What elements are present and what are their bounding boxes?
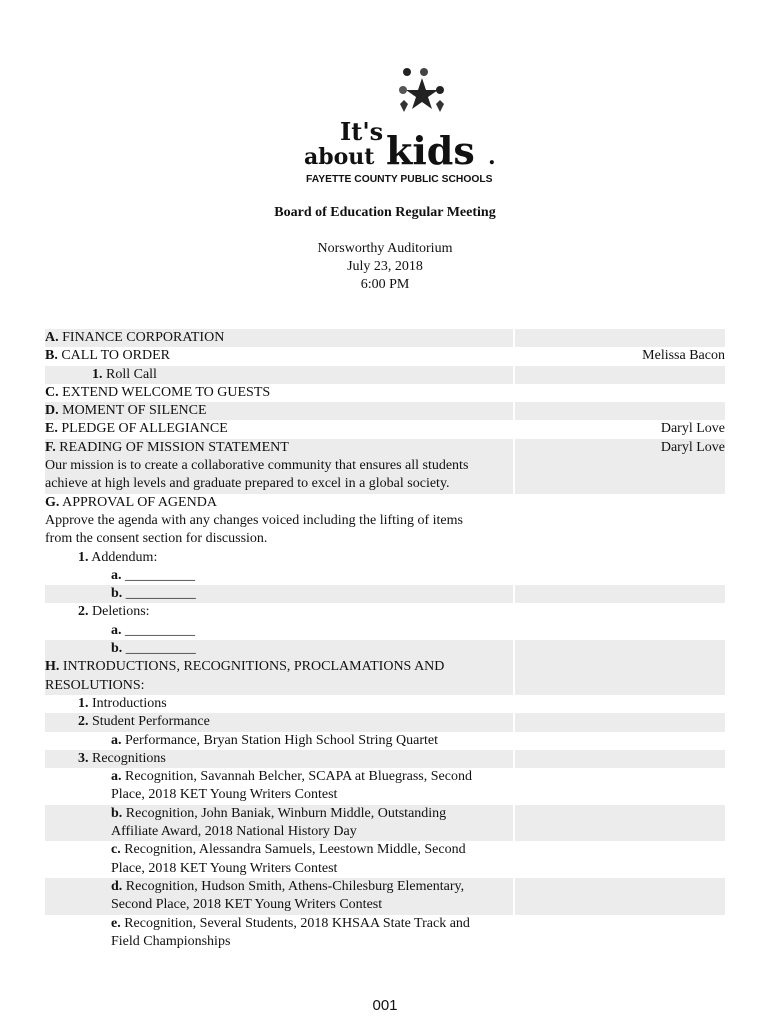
agenda-row-h1 — [45, 695, 725, 713]
item-number: 1. — [78, 695, 89, 711]
item-letter: H. — [45, 659, 60, 675]
item-text-cont: RESOLUTIONS: — [45, 677, 145, 693]
item-text: APPROVAL OF AGENDA — [59, 494, 217, 510]
meeting-title: Board of Education Regular Meeting — [274, 205, 496, 220]
item-letter: b. — [111, 586, 123, 602]
item-text: Recognition, Alessandra Samuels, Leestown Middle, Second — [120, 842, 466, 858]
presenter — [515, 329, 725, 347]
item-text: Recognition, Several Students, 2018 KHSAA State Track and — [120, 915, 470, 931]
item-text: Recognition, Hudson Smith, Athens-Chilesburg Elementary, — [122, 878, 465, 894]
agenda-row-c — [45, 384, 725, 402]
item-letter: a. — [111, 567, 122, 583]
logo-about: about — [304, 144, 375, 170]
agenda-row-h3b — [45, 805, 725, 842]
agenda-row-h3c — [45, 841, 725, 878]
item-text: __________ — [122, 586, 196, 602]
item-letter: b. — [111, 805, 123, 821]
agenda-row-g-desc — [45, 512, 725, 549]
item-text: FINANCE CORPORATION — [58, 330, 225, 345]
agenda-row-h3a — [45, 768, 725, 805]
fcps-logo — [300, 60, 500, 190]
logo-subtitle: FAYETTE COUNTY PUBLIC SCHOOLS — [306, 174, 493, 185]
agenda-row-h3d — [45, 878, 725, 915]
mission-line-1: Our mission is to create a collaborative community that ensures all students — [45, 458, 469, 474]
agenda-row-h — [45, 658, 725, 695]
item-letter: B. — [45, 348, 58, 364]
item-number: 1. — [78, 549, 89, 565]
meeting-time: 6:00 PM — [360, 277, 410, 292]
item-letter: a. — [111, 732, 122, 748]
mission-line-2: achieve at high levels and graduate prepared to excel in a global society. — [45, 476, 450, 492]
item-text: MOMENT OF SILENCE — [58, 403, 207, 419]
agenda-row-g2 — [45, 603, 725, 621]
presenter: Melissa Bacon — [642, 348, 725, 364]
item-text-cont: Field Championships — [111, 933, 231, 949]
agenda-row-b1 — [45, 366, 725, 384]
agenda-row-mission — [45, 457, 725, 494]
agenda-row-g2a — [45, 622, 725, 640]
agenda-row-g1a — [45, 567, 725, 585]
meeting-details — [0, 240, 770, 294]
item-letter: a. — [111, 622, 122, 638]
agenda-row-b — [45, 347, 725, 365]
item-number: 2. — [78, 714, 89, 730]
item-text-cont: Place, 2018 KET Young Writers Contest — [111, 860, 338, 876]
g-desc-line-2: from the consent section for discussion. — [45, 531, 268, 547]
item-text-cont: Second Place, 2018 KET Young Writers Contest — [111, 897, 383, 913]
agenda-table — [45, 329, 725, 951]
item-number: 3. — [78, 750, 89, 766]
agenda-row-d — [45, 402, 725, 420]
item-letter: C. — [45, 384, 59, 400]
item-letter: c. — [111, 842, 121, 858]
item-letter: E. — [45, 421, 58, 437]
logo-its: It's — [340, 117, 384, 146]
presenter: Daryl Love — [515, 439, 725, 457]
item-text: __________ — [121, 567, 195, 583]
agenda-row-h3e — [45, 915, 725, 952]
page-number: 001 — [372, 997, 398, 1014]
agenda-row-f — [45, 439, 725, 457]
item-text: Recognitions — [88, 750, 166, 766]
item-letter: G. — [45, 494, 60, 510]
item-text: Roll Call — [102, 366, 157, 382]
item-letter: d. — [111, 878, 123, 894]
agenda-row-g1b — [45, 585, 725, 603]
item-letter: A. — [45, 330, 59, 345]
item-letter: b. — [111, 641, 123, 657]
item-text: __________ — [121, 622, 195, 638]
meeting-location: Norsworthy Auditorium — [317, 241, 453, 256]
agenda-row-h2a — [45, 732, 725, 750]
item-text-cont: Affiliate Award, 2018 National History Day — [111, 824, 357, 840]
agenda-row-a — [45, 329, 725, 347]
item-number: 2. — [78, 604, 89, 620]
agenda-row-g — [45, 494, 725, 512]
item-letter: D. — [45, 403, 59, 419]
star-emblem-icon — [399, 68, 444, 112]
item-text: Deletions: — [88, 604, 150, 620]
item-text: Introductions — [88, 695, 167, 711]
agenda-row-g2b — [45, 640, 725, 658]
item-text: EXTEND WELCOME TO GUESTS — [58, 384, 271, 400]
item-text: Student Performance — [88, 714, 210, 730]
presenter: Daryl Love — [660, 421, 725, 437]
logo-dot: . — [488, 144, 496, 170]
item-letter: e. — [111, 915, 121, 931]
meeting-date: July 23, 2018 — [347, 259, 423, 274]
item-text: __________ — [122, 641, 196, 657]
item-text: Recognition, John Baniak, Winburn Middle, Outstanding — [122, 805, 447, 821]
agenda-row-h2 — [45, 713, 725, 731]
item-text: Performance, Bryan Station High School String Quartet — [121, 732, 438, 748]
agenda-row-e — [45, 420, 725, 438]
agenda-row-h3 — [45, 750, 725, 768]
item-text: PLEDGE OF ALLEGIANCE — [57, 421, 228, 437]
item-letter: a. — [111, 769, 122, 785]
item-text: Addendum: — [88, 549, 158, 565]
item-text: CALL TO ORDER — [57, 348, 170, 364]
item-number: 1. — [92, 366, 103, 382]
g-desc-line-1: Approve the agenda with any changes voiced including the lifting of items — [45, 512, 463, 528]
item-letter: F. — [45, 439, 56, 455]
item-text: READING OF MISSION STATEMENT — [55, 439, 289, 455]
item-text: INTRODUCTIONS, RECOGNITIONS, PROCLAMATIONS AND — [59, 659, 445, 675]
item-text-cont: Place, 2018 KET Young Writers Contest — [111, 787, 338, 803]
item-text: Recognition, Savannah Belcher, SCAPA at Bluegrass, Second — [121, 769, 472, 785]
agenda-row-g1 — [45, 549, 725, 567]
logo-kids: kids — [386, 128, 475, 173]
